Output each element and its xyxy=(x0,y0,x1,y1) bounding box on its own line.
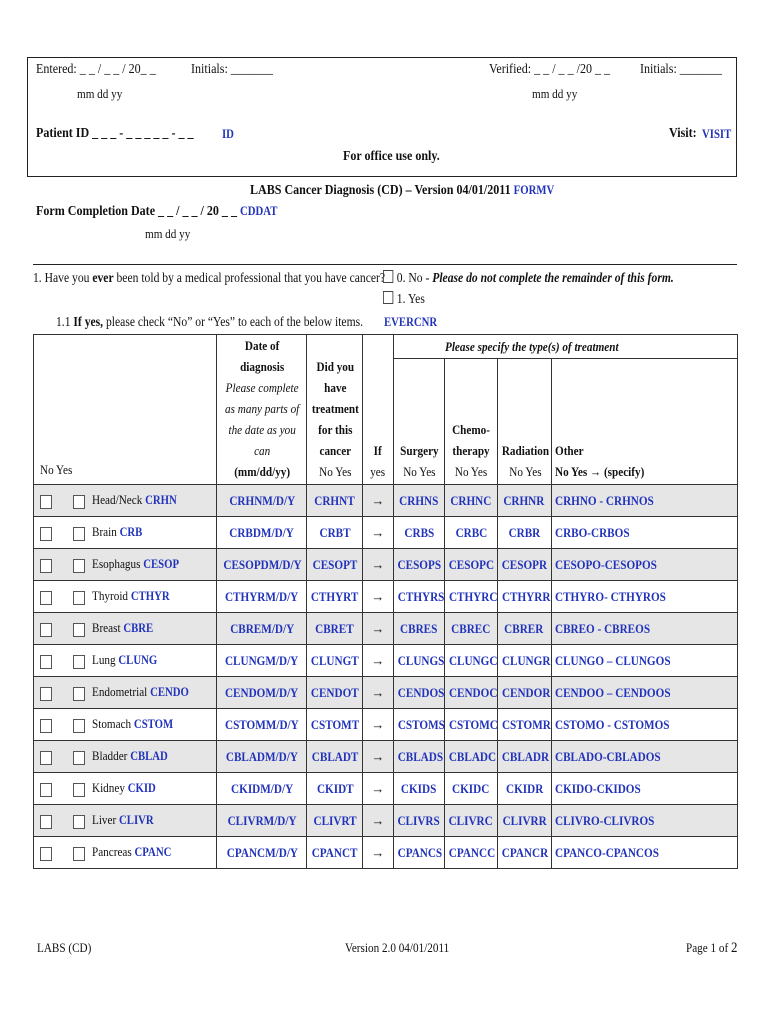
yes-checkbox[interactable] xyxy=(73,527,85,541)
yes-checkbox[interactable] xyxy=(73,495,85,509)
cancer-type-code: CBRE xyxy=(123,621,154,636)
question-1-1: 1.1 If yes, please check “No” or “Yes” to each of the below items. xyxy=(56,314,364,329)
table-row xyxy=(34,581,738,613)
cancer-type-code: CENDO xyxy=(150,685,189,700)
arrow-icon: → xyxy=(363,677,393,709)
other-code-cell[interactable]: CESOPO-CESOPOS xyxy=(551,549,737,581)
treatment-code-cell[interactable]: CSTOMT xyxy=(307,709,363,741)
treatment-code-cell[interactable]: CRHNT xyxy=(307,485,363,517)
other-code-cell[interactable]: CLUNGO – CLUNGOS xyxy=(551,645,737,677)
cancer-table xyxy=(33,334,738,869)
chemo-code-cell[interactable]: CTHYRC xyxy=(445,581,498,613)
cancer-type-cell xyxy=(34,805,217,837)
option-yes[interactable]: 1. Yes xyxy=(383,291,432,307)
cancer-type-code: CLUNG xyxy=(118,653,158,668)
initials-right-field[interactable]: Initials: _______ xyxy=(640,62,722,77)
cancer-type-cell xyxy=(34,581,217,613)
date-code-cell[interactable]: CENDOM/D/Y xyxy=(217,677,307,709)
radiation-code-cell[interactable]: CLUNGR xyxy=(497,645,551,677)
verified-date-field[interactable]: Verified: _ _ / _ _ /20 _ _ xyxy=(489,62,611,77)
other-code-cell[interactable]: CLIVRO-CLIVROS xyxy=(551,805,737,837)
arrow-icon: → xyxy=(363,549,393,581)
arrow-icon: → xyxy=(363,645,393,677)
no-checkbox[interactable] xyxy=(40,783,52,797)
yes-checkbox[interactable] xyxy=(73,847,85,861)
cancer-type-cell xyxy=(34,517,217,549)
cancer-type-label: Endometrial xyxy=(92,684,148,700)
arrow-icon: → xyxy=(363,485,393,517)
chemo-code-cell[interactable]: CESOPC xyxy=(445,549,498,581)
yes-checkbox[interactable] xyxy=(73,751,85,765)
cancer-type-code: CLIVR xyxy=(119,813,154,828)
cancer-type-cell xyxy=(34,613,217,645)
cancer-type-label: Bladder xyxy=(92,748,128,764)
date-code-cell[interactable]: CLUNGM/D/Y xyxy=(217,645,307,677)
cancer-type-code: CSTOM xyxy=(133,717,174,732)
arrow-icon: → xyxy=(363,805,393,837)
radiation-code-cell[interactable]: CPANCR xyxy=(497,837,551,869)
col-radiation-header: Radiation No Yes xyxy=(497,359,551,485)
cancer-type-cell xyxy=(34,645,217,677)
treatment-code-cell[interactable]: CPANCT xyxy=(307,837,363,869)
cancer-type-cell xyxy=(34,837,217,869)
yes-checkbox[interactable] xyxy=(73,559,85,573)
no-checkbox[interactable] xyxy=(40,591,52,605)
table-row xyxy=(34,837,738,869)
table-row xyxy=(34,613,738,645)
col-chemo-header: Chemo- therapy No Yes xyxy=(445,359,498,485)
table-row xyxy=(34,773,738,805)
yes-checkbox[interactable] xyxy=(73,623,85,637)
no-checkbox[interactable] xyxy=(40,815,52,829)
cancer-type-cell xyxy=(34,709,217,741)
arrow-icon: → xyxy=(363,837,393,869)
cancer-type-code: CKID xyxy=(127,781,156,796)
date-code-cell[interactable]: CRBDM/D/Y xyxy=(217,517,307,549)
verified-date-sublabel: mm dd yy xyxy=(532,86,578,101)
chemo-code-cell[interactable]: CBLADC xyxy=(445,741,498,773)
date-code-cell[interactable]: CPANCM/D/Y xyxy=(217,837,307,869)
other-code-cell[interactable]: CBLADO-CBLADOS xyxy=(551,741,737,773)
yes-checkbox[interactable] xyxy=(73,783,85,797)
yes-checkbox[interactable] xyxy=(73,719,85,733)
radiation-code-cell[interactable]: CSTOMR xyxy=(497,709,551,741)
other-code-cell[interactable]: CKIDO-CKIDOS xyxy=(551,773,737,805)
cancer-type-cell xyxy=(34,549,217,581)
chemo-code-cell[interactable]: CLIVRC xyxy=(445,805,498,837)
table-row xyxy=(34,677,738,709)
chemo-code-cell[interactable]: CENDOC xyxy=(445,677,498,709)
surgery-code-cell[interactable]: CESOPS xyxy=(393,549,445,581)
arrow-icon: → xyxy=(363,773,393,805)
no-checkbox[interactable] xyxy=(40,687,52,701)
cancer-type-label: Brain xyxy=(92,524,117,540)
no-checkbox[interactable] xyxy=(40,847,52,861)
specify-treatment-header: Please specify the type(s) of treatment xyxy=(393,335,737,359)
no-checkbox[interactable] xyxy=(40,719,52,733)
surgery-code-cell[interactable]: CBLADS xyxy=(393,741,445,773)
footer-form-name: LABS (CD) xyxy=(37,940,92,955)
chemo-code-cell[interactable]: CKIDC xyxy=(445,773,498,805)
cancer-type-label: Stomach xyxy=(92,716,132,732)
cancer-type-label: Lung xyxy=(92,652,116,668)
other-code-cell[interactable]: CBREO - CBREOS xyxy=(551,613,737,645)
no-checkbox[interactable] xyxy=(40,559,52,573)
no-checkbox[interactable] xyxy=(40,655,52,669)
cancer-type-cell xyxy=(34,741,217,773)
col-treatment-header: Did you have treatment for this cancer No Yes xyxy=(307,335,363,485)
cancer-type-code: CRHN xyxy=(145,493,177,508)
table-row xyxy=(34,805,738,837)
cancer-type-code: CBLAD xyxy=(130,749,168,764)
yes-checkbox[interactable] xyxy=(73,655,85,669)
divider xyxy=(33,264,737,265)
table-row xyxy=(34,741,738,773)
arrow-icon: → xyxy=(363,709,393,741)
chemo-code-cell[interactable]: CSTOMC xyxy=(445,709,498,741)
cancer-type-label: Kidney xyxy=(92,780,125,796)
arrow-icon: → xyxy=(363,581,393,613)
form-completion-date-sublabel: mm dd yy xyxy=(145,226,191,241)
treatment-code-cell[interactable]: CRBT xyxy=(307,517,363,549)
col-date-header: Date of diagnosis Please complete as many parts of the date as you can (mm/dd/yy) xyxy=(217,335,307,485)
question-code: EVERCNR xyxy=(384,315,438,329)
cancer-type-label: Thyroid xyxy=(92,588,129,604)
date-code-cell[interactable]: CRHNM/D/Y xyxy=(217,485,307,517)
radiation-code-cell[interactable]: CBRER xyxy=(497,613,551,645)
radiation-code-cell[interactable]: CKIDR xyxy=(497,773,551,805)
table-row xyxy=(34,517,738,549)
chemo-code-cell[interactable]: CBREC xyxy=(445,613,498,645)
table-row xyxy=(34,709,738,741)
yes-checkbox[interactable] xyxy=(73,591,85,605)
no-checkbox[interactable] xyxy=(40,527,52,541)
date-code-cell[interactable]: CBREM/D/Y xyxy=(217,613,307,645)
cancer-type-code: CRB xyxy=(119,525,143,540)
office-use-note: For office use only. xyxy=(343,149,440,164)
radiation-code-cell[interactable]: CRHNR xyxy=(497,485,551,517)
option-no[interactable]: 0. No - Please do not complete the remainder of this form. xyxy=(383,270,721,286)
col-noyes-header: No Yes xyxy=(34,335,217,485)
radiation-code-cell[interactable]: CENDOR xyxy=(497,677,551,709)
surgery-code-cell[interactable]: CPANCS xyxy=(393,837,445,869)
form-title: LABS Cancer Diagnosis (CD) – Version 04/01/2011 FORMV xyxy=(250,183,555,198)
yes-checkbox[interactable] xyxy=(73,687,85,701)
visit-label: Visit: xyxy=(669,126,697,141)
cancer-type-code: CPANC xyxy=(134,845,172,860)
surgery-code-cell[interactable]: CBRES xyxy=(393,613,445,645)
surgery-code-cell[interactable]: CENDOS xyxy=(393,677,445,709)
treatment-code-cell[interactable]: CLIVRT xyxy=(307,805,363,837)
radiation-code-cell[interactable]: CESOPR xyxy=(497,549,551,581)
chemo-code-cell[interactable]: CPANCC xyxy=(445,837,498,869)
chemo-code-cell[interactable]: CRBC xyxy=(445,517,498,549)
arrow-icon: → xyxy=(363,741,393,773)
no-checkbox[interactable] xyxy=(40,495,52,509)
arrow-icon: → xyxy=(363,613,393,645)
treatment-code-cell[interactable]: CENDOT xyxy=(307,677,363,709)
patient-id-code: ID xyxy=(222,127,234,141)
no-checkbox[interactable] xyxy=(40,751,52,765)
arrow-icon: → xyxy=(363,517,393,549)
col-ifyes-header: If yes xyxy=(363,335,393,485)
divider xyxy=(27,176,737,177)
treatment-code-cell[interactable]: CBRET xyxy=(307,613,363,645)
other-code-cell[interactable]: CPANCO-CPANCOS xyxy=(551,837,737,869)
table-row xyxy=(34,549,738,581)
form-completion-date-field[interactable]: Form Completion Date _ _ / _ _ / 20 _ _ CDDAT xyxy=(36,204,278,219)
radiation-code-cell[interactable]: CLIVRR xyxy=(497,805,551,837)
date-code-cell[interactable]: CBLADM/D/Y xyxy=(217,741,307,773)
surgery-code-cell[interactable]: CRHNS xyxy=(393,485,445,517)
treatment-code-cell[interactable]: CESOPT xyxy=(307,549,363,581)
checkbox-icon[interactable] xyxy=(383,291,393,304)
footer-version: Version 2.0 04/01/2011 xyxy=(345,940,450,955)
cancer-type-label: Liver xyxy=(92,812,117,828)
surgery-code-cell[interactable]: CSTOMS xyxy=(393,709,445,741)
entered-date-sublabel: mm dd yy xyxy=(77,86,123,101)
treatment-code-cell[interactable]: CBLADT xyxy=(307,741,363,773)
other-code-cell[interactable]: CENDOO – CENDOOS xyxy=(551,677,737,709)
patient-id-field[interactable]: Patient ID _ _ _ - _ _ _ _ _ - _ _ xyxy=(36,126,194,141)
other-code-cell[interactable]: CRBO-CRBOS xyxy=(551,517,737,549)
cancer-type-label: Pancreas xyxy=(92,844,132,860)
chemo-code-cell[interactable]: CRHNC xyxy=(445,485,498,517)
table-row xyxy=(34,485,738,517)
visit-code: VISIT xyxy=(702,127,732,141)
surgery-code-cell[interactable]: CTHYRS xyxy=(393,581,445,613)
surgery-code-cell[interactable]: CLIVRS xyxy=(393,805,445,837)
treatment-code-cell[interactable]: CLUNGT xyxy=(307,645,363,677)
date-code-cell[interactable]: CKIDM/D/Y xyxy=(217,773,307,805)
cancer-type-label: Esophagus xyxy=(92,556,141,572)
date-code-cell[interactable]: CESOPDM/D/Y xyxy=(217,549,307,581)
date-code-cell[interactable]: CSTOMM/D/Y xyxy=(217,709,307,741)
no-checkbox[interactable] xyxy=(40,623,52,637)
yes-checkbox[interactable] xyxy=(73,815,85,829)
checkbox-icon[interactable] xyxy=(383,270,393,283)
col-other-header: Other No Yes → (specify) xyxy=(551,359,737,485)
chemo-code-cell[interactable]: CLUNGC xyxy=(445,645,498,677)
initials-left-field[interactable]: Initials: _______ xyxy=(191,62,273,77)
footer-page-number: Page 1 of 2 xyxy=(686,940,738,956)
entered-date-field[interactable]: Entered: _ _ / _ _ / 20_ _ xyxy=(36,62,156,77)
cancer-type-cell xyxy=(34,485,217,517)
col-surgery-header: Surgery No Yes xyxy=(393,359,445,485)
surgery-code-cell[interactable]: CRBS xyxy=(393,517,445,549)
cancer-type-cell xyxy=(34,677,217,709)
cancer-type-label: Breast xyxy=(92,620,121,636)
question-1: 1. Have you ever been told by a medical professional that you have cancer? xyxy=(33,270,386,285)
other-code-cell[interactable]: CRHNO - CRHNOS xyxy=(551,485,737,517)
cancer-type-code: CESOP xyxy=(143,557,180,572)
cancer-type-label: Head/Neck xyxy=(92,492,143,508)
date-code-cell[interactable]: CLIVRM/D/Y xyxy=(217,805,307,837)
treatment-code-cell[interactable]: CTHYRT xyxy=(307,581,363,613)
cancer-type-code: CTHYR xyxy=(130,589,170,604)
radiation-code-cell[interactable]: CTHYRR xyxy=(497,581,551,613)
date-code-cell[interactable]: CTHYRM/D/Y xyxy=(217,581,307,613)
other-code-cell[interactable]: CSTOMO - CSTOMOS xyxy=(551,709,737,741)
surgery-code-cell[interactable]: CLUNGS xyxy=(393,645,445,677)
other-code-cell[interactable]: CTHYRO- CTHYROS xyxy=(551,581,737,613)
radiation-code-cell[interactable]: CBLADR xyxy=(497,741,551,773)
radiation-code-cell[interactable]: CRBR xyxy=(497,517,551,549)
treatment-code-cell[interactable]: CKIDT xyxy=(307,773,363,805)
cancer-type-cell xyxy=(34,773,217,805)
surgery-code-cell[interactable]: CKIDS xyxy=(393,773,445,805)
table-row xyxy=(34,645,738,677)
